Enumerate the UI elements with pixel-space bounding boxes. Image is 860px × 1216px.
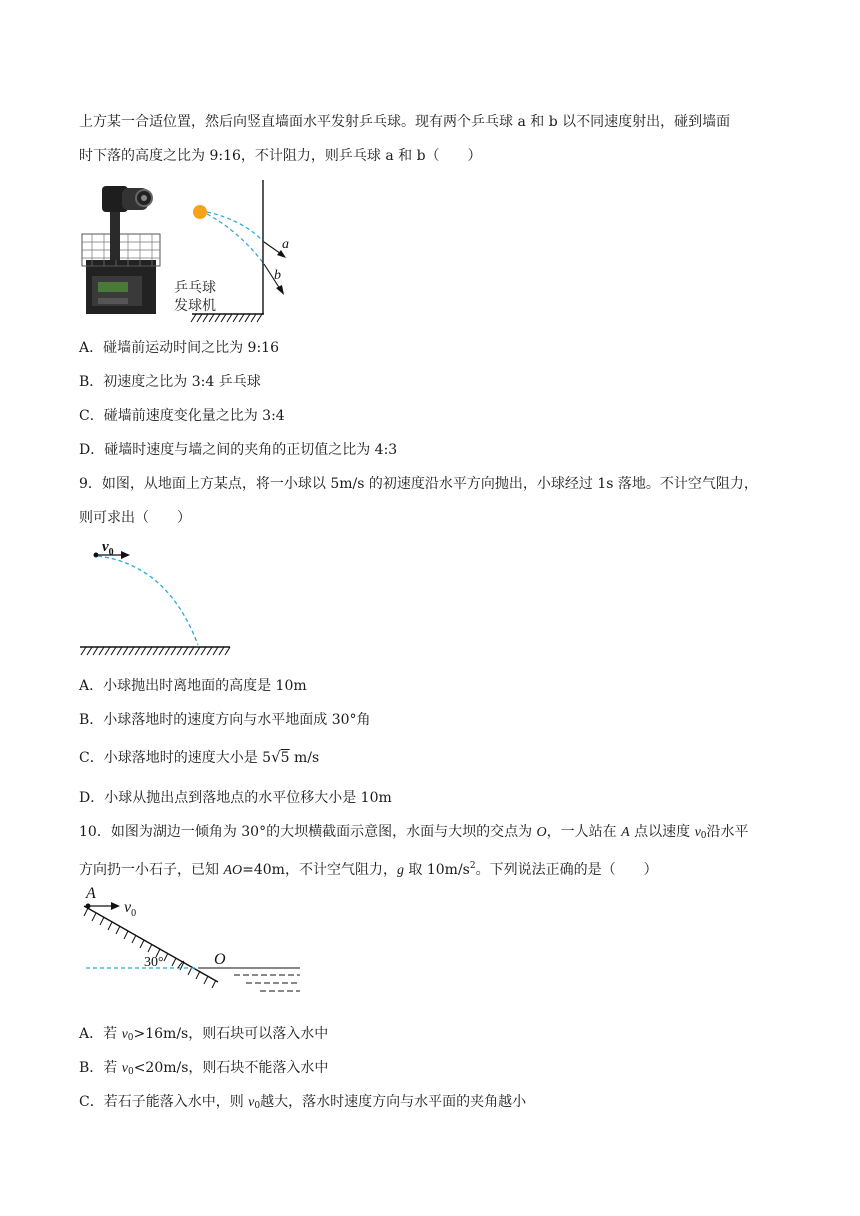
q9-figure bbox=[78, 535, 238, 665]
q10-option-b: B．若 $v_0<20m/s$，则石块不能落入水中 bbox=[79, 1060, 329, 1077]
ground-hatching bbox=[81, 647, 230, 655]
label-O: O bbox=[214, 951, 226, 968]
q8-option-a: A．碰墙前运动时间之比为 9:16 bbox=[79, 340, 279, 356]
q10-figure bbox=[78, 882, 308, 1012]
machine-label-line1: 乒乓球 bbox=[174, 280, 216, 296]
q9-option-b: B．小球落地时的速度方向与水平地面成 30°角 bbox=[79, 712, 371, 728]
q8-option-c: C．碰墙前速度变化量之比为 3:4 bbox=[79, 408, 285, 424]
label-b: b bbox=[274, 268, 281, 283]
q10-option-c: C．若石子能落入水中，则 $v_0$越大，落水时速度方向与水平面的夹角越小 bbox=[79, 1094, 527, 1111]
v0-label: $v_0$ bbox=[102, 539, 114, 558]
ping-pong-ball bbox=[193, 205, 207, 219]
serving-machine-image bbox=[82, 186, 160, 314]
machine-label-line2: 发球机 bbox=[174, 298, 216, 314]
q9-option-c: C．小球落地时的速度大小是 5√5 m/s bbox=[79, 748, 320, 766]
q8-stem-line1: 上方某一合适位置，然后向竖直墙面水平发射乒乓球。现有两个乒乓球 a 和 b 以不同速度射出，碰到墙面 bbox=[79, 114, 731, 130]
q10-option-a: A．若 $v_0>16m/s$，则石块可以落入水中 bbox=[79, 1026, 329, 1043]
trajectory-a bbox=[207, 212, 264, 242]
v0-label: $v_0$ bbox=[124, 899, 137, 919]
q9-option-a: A．小球抛出时离地面的高度是 10m bbox=[79, 678, 307, 694]
q10-stem-line1: 10．如图为湖边一倾角为 30°的大坝横截面示意图，水面与大坝的交点为 O，一人站在 A 点以速度 $v_0$沿水平 bbox=[79, 824, 749, 841]
q8-option-b: B．初速度之比为 3:4 乒乓球 bbox=[79, 374, 261, 390]
q9-stem-line2: 则可求出（ ） bbox=[79, 510, 191, 526]
angle-label: 30° bbox=[144, 955, 164, 970]
q8-option-d: D．碰墙时速度与墙之间的夹角的正切值之比为 4:3 bbox=[79, 442, 398, 458]
q8-stem-line2: 时下落的高度之比为 9:16，不计阻力，则乒乓球 a 和 b（ ） bbox=[79, 148, 482, 164]
trajectory bbox=[98, 556, 198, 645]
q9-stem-line1: 9．如图，从地面上方某点，将一小球以 5m/s 的初速度沿水平方向抛出，小球经过 1s 落地。不计空气阻力， bbox=[79, 476, 758, 492]
q8-figure bbox=[78, 176, 318, 324]
q10-stem-line2: 方向扔一小石子，已知 AO=40m，不计空气阻力，g 取 $10m/s^2$。下列说法正确的是（ ） bbox=[79, 861, 658, 878]
label-A: A bbox=[86, 885, 96, 902]
label-a: a bbox=[282, 237, 289, 252]
q9-option-d: D．小球从抛出点到落地点的水平位移大小是 10m bbox=[79, 790, 392, 806]
dam-hatching bbox=[84, 908, 216, 988]
ground-hatching bbox=[191, 314, 262, 322]
